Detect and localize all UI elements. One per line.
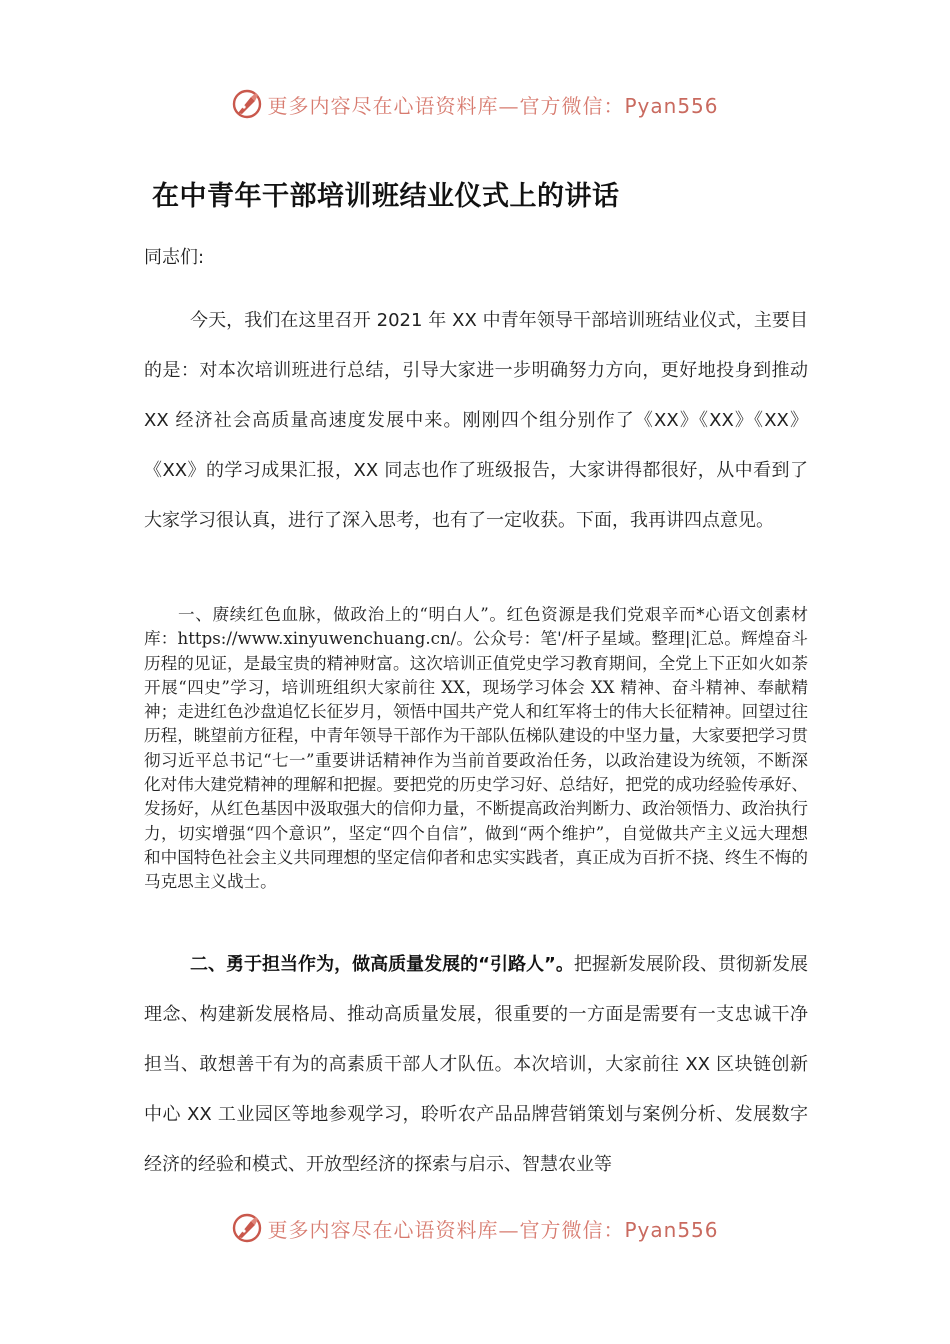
- footer-watermark-banner: [0, 1208, 950, 1248]
- paragraph-intro: 今天，我们在这里召开 2021 年 XX 中青年领导干部培训班结业仪式，主要目的是：对本次培训班进行总结，引导大家进一步明确努力方向，更好地投身到推动 XX 经济社会高质量高速度发展中来。刚刚四个组分别作了《XX》《XX》《XX》《XX》的学习成果汇报，XX 同志也作了班级报告，大家讲得都很好，从中看到了大家学习很认真，进行了深入思考，也有了一定收获。下面，我再讲四点意见。: [144, 310, 808, 531]
- greeting: 同志们:: [144, 247, 205, 268]
- pen-nib-logo-icon: [231, 1212, 263, 1244]
- banner-text: 更多内容尽在心语资料库—官方微信：Pyan556: [267, 93, 719, 118]
- paragraph-section-two: [144, 940, 808, 1190]
- banner-text: 更多内容尽在心语资料库—官方微信：Pyan556: [267, 1217, 719, 1242]
- header-watermark-banner: [0, 84, 950, 124]
- paragraph-section-one: 一、赓续红色血脉，做政治上的“明白人”。红色资源是我们党艰辛而*心语文创素材库：https://www.xinyuwenchuang.cn/。公众号：笔'/杆子星域。整理|汇总。辉煌奋斗历程的见证，是最宝贵的精神财富。这次培训正值党史学习教育期间，全党上下正如火如荼开展“四史”学习，培训班组织大家前往 XX，现场学习体会 XX 精神、奋斗精神、奉献精神；走进红色沙盘追忆长征岁月，领悟中国共产党人和红军将士的伟大长征精神。回望过往历程，眺望前方征程，中青年领导干部作为干部队伍梯队建设的中坚力量，大家要把学习贯彻习近平总书记“七一”重要讲话精神作为当前首要政治任务，以政治建设为统领，不断深化对伟大建党精神的理解和把握。要把党的历史学习好、总结好，把党的成功经验传承好、发扬好，从红色基因中汲取强大的信仰力量，不断提高政治判断力、政治领悟力、政治执行力，切实增强“四个意识”，坚定“四个自信”，做到“两个维护”，自觉做共产主义远大理想和中国特色社会主义共同理想的坚定信仰者和忠实实践者，真正成为百折不挠、终生不悔的马克思主义战士。: [144, 605, 808, 892]
- section-two-heading: 二、勇于担当作为，做高质量发展的“引路人”。: [190, 954, 574, 975]
- section-two-body: 把握新发展阶段、贯彻新发展理念、构建新发展格局、推动高质量发展，很重要的一方面是需要有一支忠诚干净担当、敢想善干有为的高素质干部人才队伍。本次培训，大家前往 XX 区块链创新中心 XX 工业园区等地参观学习，聆听农产品品牌营销策划与案例分析、发展数字经济的经验和模式、开放型经济的探索与启示、智慧农业等: [144, 954, 808, 1175]
- pen-nib-logo-icon: [231, 88, 263, 120]
- page-title: 在中青年干部培训班结业仪式上的讲话: [152, 181, 620, 212]
